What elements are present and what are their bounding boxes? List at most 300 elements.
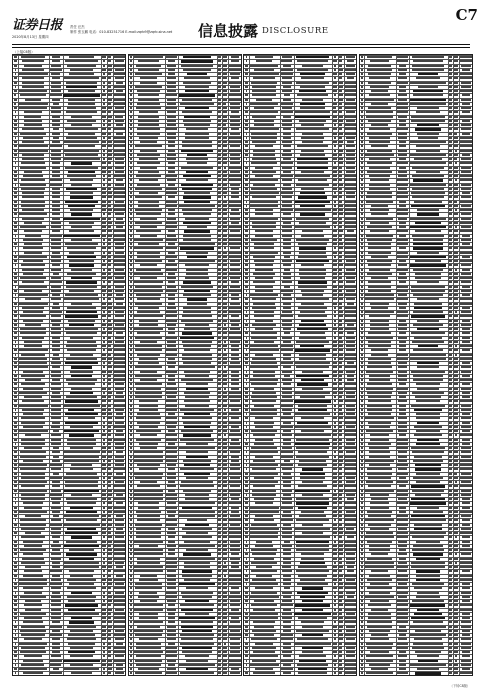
table-cell-text bbox=[338, 617, 343, 619]
table-cell-text bbox=[114, 490, 126, 492]
table-cell-text bbox=[130, 69, 132, 71]
table-cell-text bbox=[245, 362, 247, 364]
table-cell-text bbox=[454, 400, 459, 402]
table-cell-text bbox=[283, 277, 291, 279]
table-cell-text bbox=[367, 579, 392, 581]
table-cell-text bbox=[24, 171, 43, 173]
table-cell-text bbox=[397, 179, 408, 181]
table-cell-text bbox=[130, 660, 132, 662]
table-cell-text bbox=[449, 128, 453, 130]
table-cell-text bbox=[333, 515, 336, 517]
table-cell-text bbox=[339, 464, 343, 466]
table-cell-text bbox=[231, 375, 239, 377]
table-cell-text bbox=[116, 226, 123, 228]
table-cell-text bbox=[218, 638, 220, 640]
table-cell-text bbox=[413, 243, 444, 245]
table-cell-text bbox=[108, 111, 111, 113]
table-cell-text bbox=[245, 409, 248, 411]
table-cell-text bbox=[254, 443, 273, 445]
table-cell-text bbox=[130, 477, 133, 479]
table-cell-text bbox=[397, 524, 409, 526]
table-cell-text bbox=[301, 235, 323, 237]
table-cell-text bbox=[251, 570, 278, 572]
table-cell-text bbox=[107, 277, 112, 279]
table-cell-text bbox=[168, 468, 176, 470]
table-cell-text bbox=[66, 111, 98, 113]
table-cell-text bbox=[361, 664, 364, 666]
table-cell-text bbox=[413, 60, 444, 62]
table-cell-text bbox=[21, 375, 45, 377]
table-cell-text bbox=[302, 524, 324, 526]
table-cell-text bbox=[461, 264, 470, 266]
table-cell-text bbox=[108, 252, 111, 254]
table-cell-text bbox=[182, 358, 213, 360]
table-cell-text bbox=[52, 162, 60, 164]
table-cell-text bbox=[417, 668, 439, 670]
table-cell-text bbox=[246, 90, 248, 92]
table-cell-text bbox=[370, 434, 389, 436]
table-cell-text bbox=[283, 184, 291, 186]
table-cell-text bbox=[223, 545, 226, 547]
table-cell-text bbox=[334, 94, 336, 96]
table-cell-text bbox=[461, 473, 471, 475]
table-cell-text bbox=[102, 133, 106, 135]
table-cell-text bbox=[246, 413, 248, 415]
table-cell-text bbox=[454, 515, 457, 517]
table-cell-text bbox=[282, 196, 292, 198]
table-cell-text bbox=[339, 468, 343, 470]
table-cell-text bbox=[339, 664, 343, 666]
table-cell-text bbox=[102, 532, 106, 534]
table-cell-text bbox=[449, 587, 452, 589]
table-cell-text bbox=[108, 405, 111, 407]
table-cell-text bbox=[345, 69, 357, 71]
table-cell-text bbox=[230, 213, 241, 215]
table-cell-text bbox=[223, 218, 227, 220]
table-cell-text bbox=[462, 570, 469, 572]
table-cell-text bbox=[134, 451, 162, 453]
table-cell-text bbox=[338, 205, 342, 207]
table-cell-text bbox=[361, 107, 363, 109]
table-cell-text bbox=[130, 626, 132, 628]
table-cell-text bbox=[229, 596, 241, 598]
table-cell-text bbox=[223, 286, 226, 288]
table-cell-text bbox=[411, 515, 444, 517]
table-cell-text bbox=[135, 392, 161, 394]
table-cell-text bbox=[414, 434, 441, 436]
table-cell-text bbox=[252, 171, 276, 173]
table-cell-text bbox=[168, 294, 176, 296]
table-cell-text bbox=[130, 281, 133, 283]
table-cell-text bbox=[140, 600, 157, 602]
table-cell-text bbox=[15, 158, 17, 160]
table-cell-text bbox=[361, 94, 363, 96]
table-cell-text bbox=[22, 269, 45, 271]
table-cell-text bbox=[14, 545, 17, 547]
table-cell-text bbox=[14, 626, 17, 628]
table-cell-text bbox=[51, 260, 62, 262]
table-cell-text bbox=[218, 269, 221, 271]
table-cell-text bbox=[346, 137, 354, 139]
table-cell-text bbox=[107, 107, 112, 109]
table-cell-text bbox=[338, 150, 343, 152]
table-cell-text bbox=[53, 447, 60, 449]
table-cell-text bbox=[245, 375, 248, 377]
table-cell-text bbox=[14, 417, 17, 419]
table-cell-text bbox=[454, 239, 459, 241]
table-cell-text bbox=[297, 162, 329, 164]
table-cell-text bbox=[245, 120, 247, 122]
table-cell-text bbox=[461, 65, 471, 67]
table-cell-text bbox=[365, 536, 393, 538]
table-cell-text bbox=[245, 307, 248, 309]
table-cell-text bbox=[338, 94, 342, 96]
table-cell-text bbox=[449, 439, 453, 441]
table-cell-text bbox=[137, 162, 160, 164]
table-cell-text bbox=[245, 630, 248, 632]
table-cell-text bbox=[135, 86, 161, 88]
table-cell-text bbox=[71, 592, 92, 594]
table-cell-text bbox=[224, 388, 227, 390]
table-cell-text bbox=[218, 222, 221, 224]
table-cell-text bbox=[282, 409, 293, 411]
table-cell-text bbox=[449, 99, 452, 101]
table-cell-text bbox=[454, 443, 458, 445]
table-cell-text bbox=[397, 579, 408, 581]
table-cell-text bbox=[299, 354, 326, 356]
table-cell-text bbox=[14, 549, 17, 551]
table-cell-text bbox=[397, 256, 407, 258]
table-cell-text bbox=[347, 536, 355, 538]
table-cell-text bbox=[14, 600, 17, 602]
table-cell-text bbox=[167, 341, 176, 343]
table-cell-text bbox=[107, 422, 112, 424]
table-cell-text bbox=[449, 392, 451, 394]
table-cell-text bbox=[361, 583, 364, 585]
table-cell-text bbox=[52, 188, 60, 190]
table-cell-text bbox=[166, 290, 177, 292]
table-cell-text bbox=[410, 502, 447, 504]
table-cell-text bbox=[136, 532, 161, 534]
table-cell-text bbox=[139, 409, 158, 411]
table-cell-text bbox=[70, 507, 94, 509]
table-cell-text bbox=[454, 260, 457, 262]
table-cell-text bbox=[338, 638, 342, 640]
table-cell-text bbox=[345, 184, 356, 186]
table-cell-text bbox=[398, 528, 407, 530]
table-cell-text bbox=[338, 69, 343, 71]
table-cell-text bbox=[20, 524, 46, 526]
table-cell-text bbox=[186, 477, 207, 479]
table-cell-text bbox=[449, 575, 453, 577]
table-cell-text bbox=[333, 417, 336, 419]
table-cell-text bbox=[168, 184, 175, 186]
table-cell-text bbox=[454, 124, 458, 126]
table-cell-text bbox=[283, 647, 291, 649]
table-cell-text bbox=[370, 86, 390, 88]
table-cell-text bbox=[180, 468, 214, 470]
header-rule-thin bbox=[12, 47, 470, 48]
table-cell-text bbox=[251, 430, 277, 432]
table-cell-text bbox=[296, 541, 328, 543]
table-cell-text bbox=[20, 630, 45, 632]
table-cell-text bbox=[361, 456, 363, 458]
table-cell-text bbox=[284, 375, 291, 377]
table-cell-text bbox=[346, 196, 355, 198]
table-cell-text bbox=[371, 277, 389, 279]
table-cell-text bbox=[107, 558, 112, 560]
table-cell-text bbox=[299, 337, 327, 339]
table-cell-text bbox=[370, 179, 390, 181]
table-cell-text bbox=[130, 103, 132, 105]
table-cell-text bbox=[116, 473, 124, 475]
table-cell-text bbox=[250, 451, 278, 453]
table-cell-text bbox=[218, 524, 221, 526]
table-cell-text bbox=[167, 668, 176, 670]
table-cell-text bbox=[130, 638, 133, 640]
table-cell-text bbox=[370, 439, 388, 441]
table-cell-text bbox=[230, 260, 239, 262]
table-cell-text bbox=[223, 566, 228, 568]
table-cell-text bbox=[281, 111, 292, 113]
table-cell-text bbox=[460, 345, 472, 347]
table-cell-text bbox=[63, 451, 100, 453]
table-cell-text bbox=[302, 294, 323, 296]
table-cell-text bbox=[417, 439, 439, 441]
table-cell-text bbox=[138, 502, 160, 504]
table-cell-text bbox=[338, 592, 342, 594]
table-cell-text bbox=[369, 128, 391, 130]
table-cell-text bbox=[345, 222, 356, 224]
table-cell-text bbox=[130, 56, 132, 58]
table-cell-text bbox=[361, 655, 363, 657]
table-cell-text bbox=[230, 116, 241, 118]
table-cell-text bbox=[346, 630, 354, 632]
table-cell-text bbox=[345, 201, 356, 203]
table-cell-text bbox=[167, 345, 176, 347]
table-cell-text bbox=[114, 553, 126, 555]
table-cell-text bbox=[246, 349, 248, 351]
table-cell-text bbox=[20, 94, 47, 96]
table-cell-text bbox=[460, 566, 472, 568]
table-cell-text bbox=[115, 60, 124, 62]
table-cell-text bbox=[130, 264, 132, 266]
table-cell-text bbox=[454, 103, 459, 105]
table-cell-text bbox=[66, 188, 97, 190]
table-cell-text bbox=[246, 56, 248, 58]
table-cell-text bbox=[338, 158, 342, 160]
table-cell-text bbox=[418, 86, 439, 88]
table-cell-text bbox=[70, 575, 93, 577]
table-cell-text bbox=[113, 507, 125, 509]
table-cell-text bbox=[135, 524, 161, 526]
table-cell-text bbox=[218, 400, 222, 402]
table-cell-text bbox=[223, 430, 226, 432]
table-cell-text bbox=[361, 575, 363, 577]
table-cell-text bbox=[108, 133, 111, 135]
table-cell-text bbox=[18, 430, 47, 432]
table-cell-text bbox=[399, 273, 406, 275]
table-cell-text bbox=[245, 655, 248, 657]
table-cell-text bbox=[14, 188, 17, 190]
table-cell-text bbox=[251, 337, 276, 339]
table-cell-text bbox=[218, 273, 222, 275]
table-cell-text bbox=[455, 226, 458, 228]
table-cell-text bbox=[368, 65, 391, 67]
table-cell-text bbox=[361, 553, 364, 555]
table-cell-text bbox=[338, 668, 343, 670]
table-cell-text bbox=[300, 107, 326, 109]
table-cell-text bbox=[345, 434, 356, 436]
table-cell-text bbox=[130, 184, 133, 186]
table-cell-text bbox=[14, 596, 17, 598]
table-cell-text bbox=[361, 184, 363, 186]
table-cell-text bbox=[412, 536, 444, 538]
table-cell-text bbox=[454, 507, 458, 509]
table-cell-text bbox=[333, 218, 337, 220]
table-cell-text bbox=[167, 286, 176, 288]
table-cell-text bbox=[51, 596, 60, 598]
table-cell-text bbox=[137, 519, 159, 521]
table-cell-text bbox=[370, 502, 388, 504]
table-cell-text bbox=[454, 566, 457, 568]
table-cell-text bbox=[339, 630, 343, 632]
table-cell-text bbox=[449, 366, 452, 368]
table-cell-text bbox=[185, 375, 209, 377]
table-cell-text bbox=[333, 651, 336, 653]
table-cell-text bbox=[346, 405, 354, 407]
table-cell-text bbox=[246, 328, 248, 330]
table-cell-text bbox=[218, 201, 221, 203]
table-cell-text bbox=[218, 77, 221, 79]
table-cell-text bbox=[245, 230, 247, 232]
table-cell-text bbox=[299, 269, 327, 271]
table-cell-text bbox=[361, 188, 364, 190]
table-cell-text bbox=[411, 562, 444, 564]
table-cell-text bbox=[345, 464, 357, 466]
table-cell-text bbox=[339, 494, 342, 496]
table-cell-text bbox=[250, 536, 278, 538]
table-cell-text bbox=[368, 345, 392, 347]
table-cell-text bbox=[71, 464, 91, 466]
table-cell-text bbox=[398, 498, 407, 500]
table-cell-text bbox=[139, 358, 157, 360]
table-cell-text bbox=[14, 473, 17, 475]
table-cell-text bbox=[449, 256, 452, 258]
table-cell-text bbox=[130, 549, 132, 551]
table-cell-text bbox=[416, 541, 441, 543]
table-cell-text bbox=[361, 494, 363, 496]
table-cell-text bbox=[15, 558, 17, 560]
table-cell-text bbox=[370, 60, 389, 62]
table-cell-text bbox=[115, 337, 123, 339]
table-cell-text bbox=[230, 269, 239, 271]
table-cell-text bbox=[296, 375, 330, 377]
table-cell-text bbox=[454, 528, 459, 530]
table-cell-text bbox=[108, 103, 111, 105]
table-cell-text bbox=[294, 209, 331, 211]
table-cell-text bbox=[113, 485, 125, 487]
table-cell-text bbox=[19, 107, 47, 109]
table-cell-text bbox=[179, 583, 216, 585]
table-cell-text bbox=[182, 354, 213, 356]
table-cell-text bbox=[180, 643, 215, 645]
table-cell-text bbox=[103, 179, 106, 181]
table-cell-text bbox=[51, 426, 60, 428]
table-cell-text bbox=[454, 341, 458, 343]
table-cell-text bbox=[168, 281, 175, 283]
table-cell-text bbox=[223, 362, 227, 364]
table-cell-text bbox=[102, 528, 105, 530]
table-cell-text bbox=[22, 69, 44, 71]
table-cell-text bbox=[65, 604, 98, 606]
table-cell-text bbox=[449, 643, 451, 645]
table-cell-text bbox=[410, 103, 447, 105]
table-cell-text bbox=[397, 515, 409, 517]
table-cell-text bbox=[223, 549, 227, 551]
table-cell-text bbox=[166, 188, 176, 190]
table-cell-text bbox=[251, 562, 276, 564]
table-cell-text bbox=[130, 269, 133, 271]
table-cell-text bbox=[369, 592, 391, 594]
table-cell-text bbox=[345, 447, 356, 449]
table-cell-text bbox=[416, 77, 440, 79]
table-cell-text bbox=[130, 196, 132, 198]
table-cell-text bbox=[454, 596, 459, 598]
table-cell-text bbox=[50, 235, 61, 237]
table-cell-text bbox=[166, 354, 178, 356]
table-cell-text bbox=[251, 383, 277, 385]
table-cell-text bbox=[397, 600, 407, 602]
table-cell-text bbox=[283, 430, 291, 432]
table-cell-text bbox=[103, 672, 105, 674]
table-cell-text bbox=[223, 65, 227, 67]
table-cell-text bbox=[14, 120, 16, 122]
table-cell-text bbox=[346, 162, 355, 164]
table-cell-text bbox=[108, 226, 112, 228]
table-cell-text bbox=[449, 668, 452, 670]
table-cell-text bbox=[462, 320, 471, 322]
table-cell-text bbox=[361, 443, 363, 445]
table-cell-text bbox=[250, 366, 278, 368]
table-cell-text bbox=[71, 213, 93, 215]
table-cell-text bbox=[113, 366, 126, 368]
table-cell-text bbox=[108, 634, 111, 636]
table-cell-text bbox=[136, 269, 161, 271]
table-cell-text bbox=[223, 145, 226, 147]
table-cell-text bbox=[462, 328, 470, 330]
table-cell-text bbox=[246, 103, 248, 105]
table-cell-text bbox=[296, 218, 329, 220]
table-cell-text bbox=[397, 82, 409, 84]
table-cell-text bbox=[130, 94, 132, 96]
table-cell-text bbox=[130, 379, 133, 381]
table-cell-text bbox=[130, 672, 132, 674]
table-cell-text bbox=[113, 128, 126, 130]
table-cell-text bbox=[22, 218, 43, 220]
table-cell-text bbox=[333, 107, 336, 109]
table-cell-text bbox=[367, 473, 391, 475]
table-cell-text bbox=[245, 167, 247, 169]
table-cell-text bbox=[346, 528, 354, 530]
table-cell-text bbox=[52, 358, 61, 360]
table-cell-text bbox=[229, 655, 241, 657]
table-cell-text bbox=[397, 196, 408, 198]
table-cell-text bbox=[449, 65, 452, 67]
table-cell-text bbox=[167, 383, 175, 385]
table-cell-text bbox=[218, 541, 221, 543]
table-cell-text bbox=[24, 638, 42, 640]
